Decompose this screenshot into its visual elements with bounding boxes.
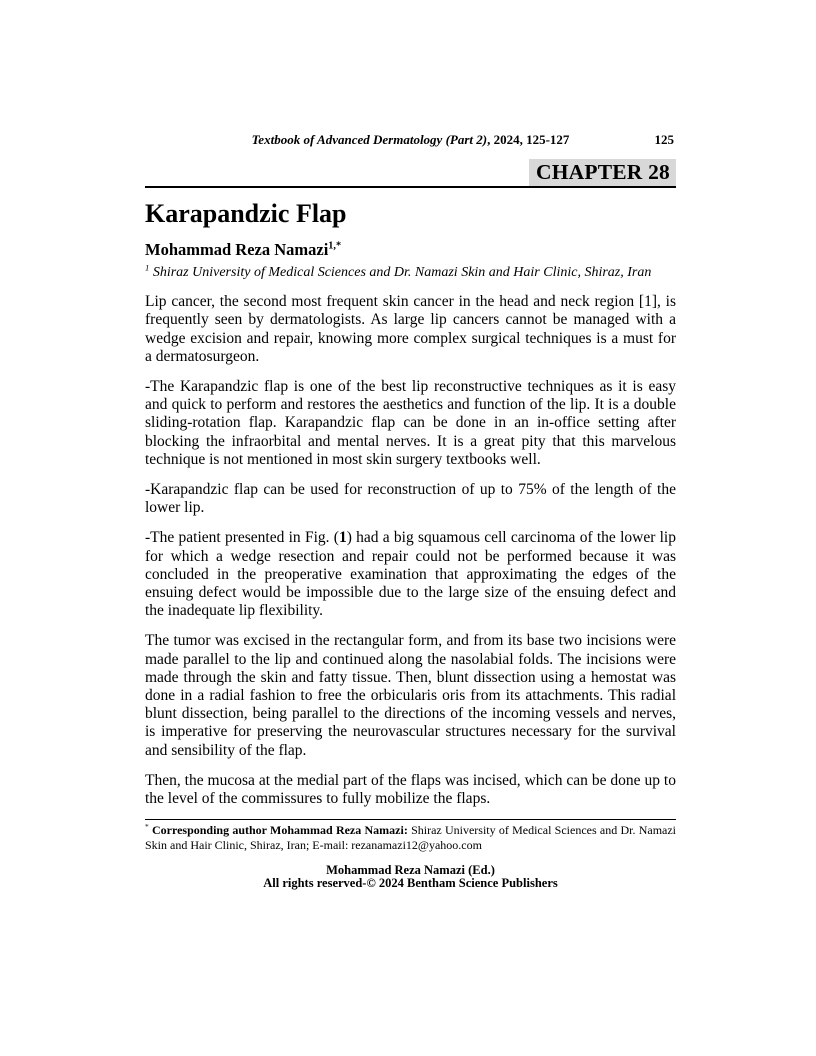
running-header (145, 132, 676, 147)
paragraph-1: Lip cancer, the second most frequent skin cancer in the head and neck region [1], is frequently seen by dermatologists. As large lip cancers cannot be managed with a wedge excision and repair, knowing more complex surgical techniques is a must for a dermatosurgeon. (145, 293, 676, 365)
paragraph-4-post: ) had a big squamous cell carcinoma of the lower lip for which a wedge resection and repair could not be performed because it was concluded in the preoperative examination that approximating the edges of the ensuing defect would be impossible due to the large size of the ensuing defect and the inadequate lip flexibility. (145, 529, 676, 620)
chapter-badge: CHAPTER 28 (529, 159, 676, 186)
paragraph-5: The tumor was excised in the rectangular form, and from its base two incisions were made parallel to the lip and continued along the nasolabial folds. The incisions were made through the skin and fatty tissue. Then, blunt dissection using a hemostat was done in a radial fashion to free the orbicularis oris from its attachments. This radial blunt dissection, being parallel to the directions of the incoming vessels and nerves, is imperative for preserving the neurovascular structures necessary for the survival and sensibility of the flap. (145, 632, 676, 759)
footnote (145, 819, 676, 852)
content-column (145, 132, 676, 889)
book-title: Textbook of Advanced Dermatology (Part 2) (251, 132, 488, 147)
paragraph-4-pre: -The patient presented in Fig. ( (145, 529, 339, 547)
paragraph-2: -The Karapandzic flap is one of the best lip reconstructive techniques as it is easy and quick to perform and restores the aesthetics and function of the lip. It is a double sliding-rotation flap. Karapandzic flap can be done in an in-office setting after blocking the infraorbital and mental nerves. It is a great pity that this marvelous technique is not mentioned in most skin surgery textbooks well. (145, 377, 676, 468)
affiliation-text: Shiraz University of Medical Sciences and Dr. Namazi Skin and Hair Clinic, Shiraz, Iran (152, 265, 652, 281)
footer-rights-line: All rights reserved-© 2024 Bentham Science Publishers (263, 875, 558, 890)
author-line (145, 240, 676, 260)
issue-info: , 2024, 125-127 (487, 132, 570, 147)
footnote-marker: * (145, 822, 149, 832)
footnote-text: Shiraz University of Medical Sciences and Dr. Namazi Skin and Hair Clinic, Shiraz, Iran; E-mail: rezanamazi12@yahoo.com (145, 823, 677, 852)
affiliation-line (145, 262, 676, 281)
chapter-title: Karapandzic Flap (145, 198, 347, 228)
paragraph-4-figure-ref: 1 (338, 529, 347, 547)
chapter-rule (145, 159, 676, 188)
paragraph-6: Then, the mucosa at the medial part of the flaps was incised, which can be done up to the level of the commissures to fully mobilize the flaps. (145, 771, 676, 807)
publisher-footer (145, 864, 676, 889)
author-name: Mohammad Reza Namazi (145, 240, 329, 260)
paragraph-3: -Karapandzic flap can be used for reconstruction of up to 75% of the length of the lower lip. (145, 480, 676, 517)
paragraph-4 (145, 529, 676, 620)
body-text (145, 293, 676, 808)
author-superscript: 1,* (328, 240, 342, 252)
footnote-corresponding-author: Corresponding author Mohammad Reza Namazi: (151, 823, 408, 838)
page-number: 125 (654, 132, 674, 147)
affiliation-marker: 1 (145, 262, 150, 273)
footer-editor-line: Mohammad Reza Namazi (Ed.) (326, 863, 495, 878)
